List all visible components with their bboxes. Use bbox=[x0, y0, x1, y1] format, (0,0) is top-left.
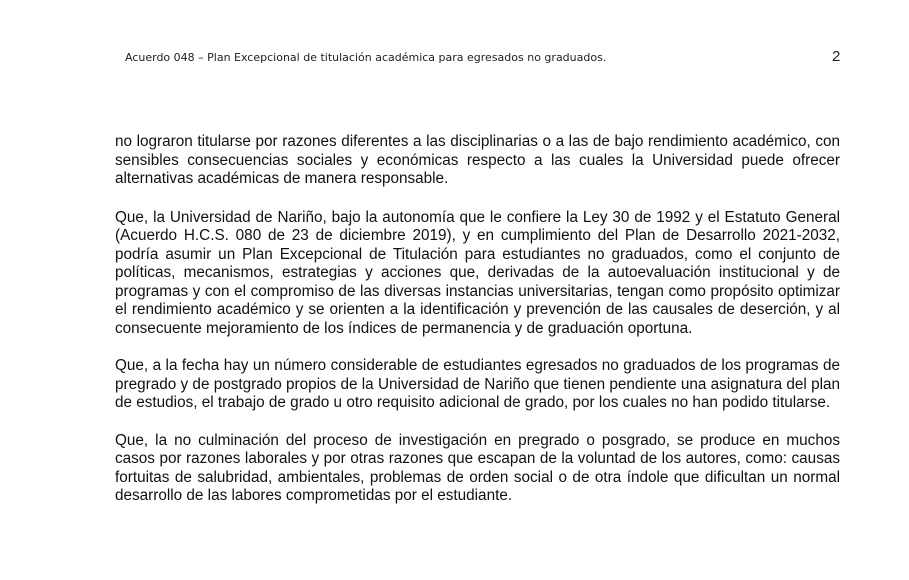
paragraph-egresados: Que, a la fecha hay un número considerable de estudiantes egresados no graduados de los programas de pregrado y de postgrado propios de la Universidad de Nariño que tienen pendiente una asignatura del plan de estudios, el trabajo de grado u otro requisito adicional de grado, por los cuales no han podido titularse. bbox=[115, 357, 840, 411]
page-number: 2 bbox=[832, 48, 841, 65]
paragraph-autonomia: Que, la Universidad de Nariño, bajo la autonomía que le confiere la Ley 30 de 1992 y el Estatuto General (Acuerdo H.C.S. 080 de 23 de diciembre 2019), y en cumplimiento del Plan de Desarrollo 2021-2032, podría asumir un Plan Excepcional de Titulación para estudiantes no graduados, como el conjunto de políticas, mecanismos, estrategias y acciones que, derivadas de la autoevaluación institucional y de programas y con el compromiso de las diversas instancias universitarias, tengan como propósito optimizar el rendimiento académico y se orienten a la identificación y prevención de las causales de deserción, y al consecuente mejoramiento de los índices de permanencia y de graduación oportuna. bbox=[115, 208, 840, 337]
paragraph-investigacion: Que, la no culminación del proceso de investigación en pregrado o posgrado, se produce en muchos casos por razones laborales y por otras razones que escapan de la voluntad de los autores, como: causas fortuitas de salubridad, ambientales, problemas de orden social o de otra índole que dificultan un normal desarrollo de las labores comprometidas por el estudiante. bbox=[115, 431, 840, 504]
paragraph-continuation: no lograron titularse por razones diferentes a las disciplinarias o a las de bajo rendimiento académico, con sensibles consecuencias sociales y económicas respecto a las cuales la Universidad puede ofrecer alternativas académicas de manera responsable. bbox=[115, 133, 840, 187]
running-header: Acuerdo 048 – Plan Excepcional de titulación académica para egresados no graduados. bbox=[125, 51, 607, 64]
document-body bbox=[115, 133, 840, 525]
